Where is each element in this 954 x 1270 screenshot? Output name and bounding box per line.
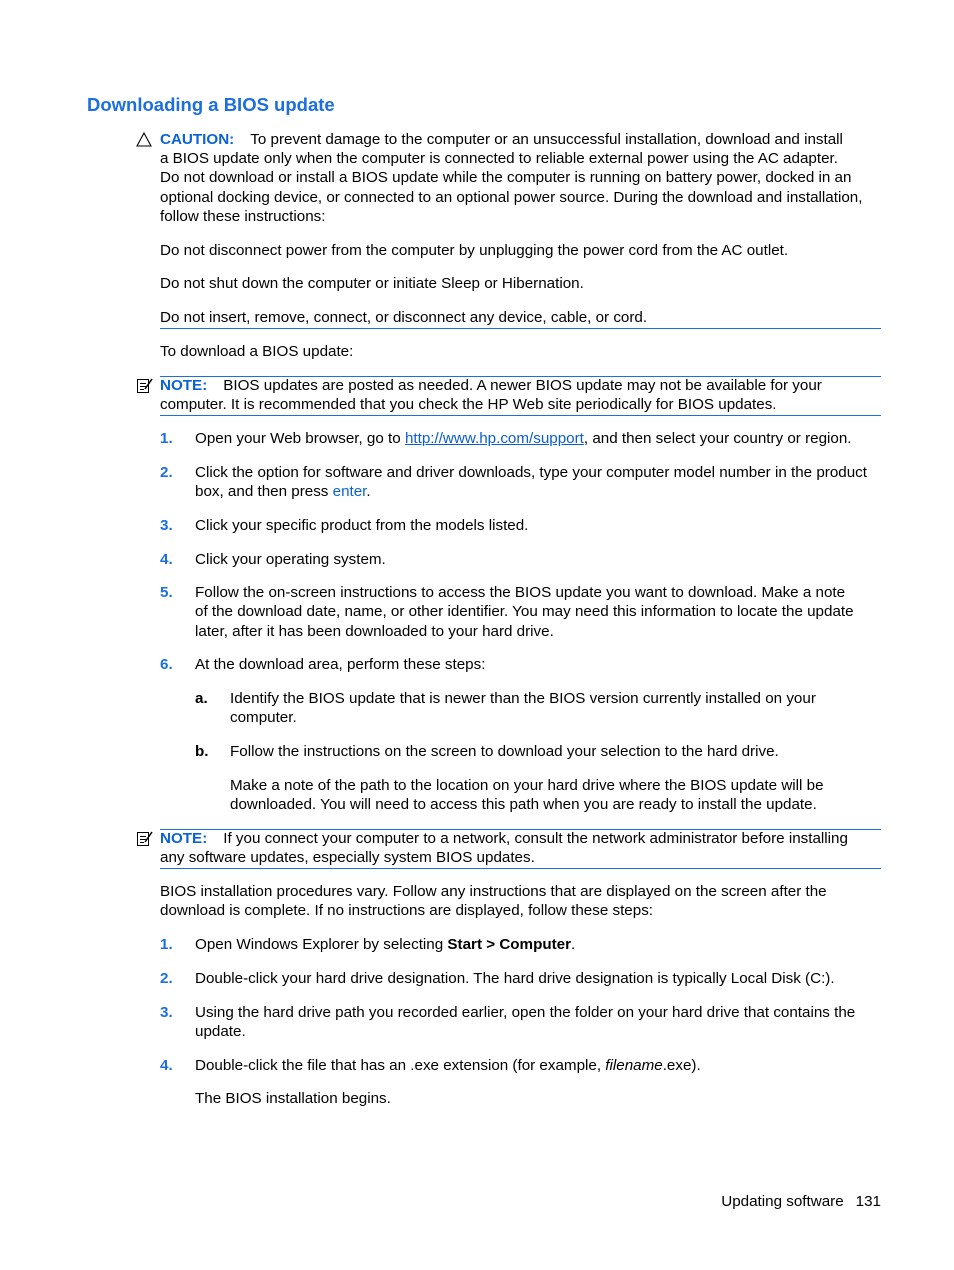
step-text-part: Double-click the file that has an .exe extension (for example, [195,1057,606,1074]
note-icon [136,830,153,847]
install-intro-line: BIOS installation procedures vary. Follow any instructions that are displayed on the screen after the [160,883,827,900]
note-label: NOTE: [160,830,208,847]
caution-icon [136,132,152,147]
step-number: 1. [160,430,173,447]
substep-text: Follow the instructions on the screen to download your selection to the hard drive. [230,743,779,760]
substep-line: computer. [230,709,297,727]
note-second-line: computer. It is recommended that you check the HP Web site periodically for BIOS updates. [160,396,777,413]
step-text-part: Open your Web browser, go to [195,430,405,447]
step-text-part: box, and then press [195,483,333,501]
step-text-part: . [571,936,576,953]
step-text [195,583,895,641]
caution-item: Do not disconnect power from the computer by unplugging the power cord from the AC outlet. [160,242,789,259]
step-line: Follow the on-screen instructions to access the BIOS update you want to download. Make a note [195,584,846,601]
step-line: later, after it has been downloaded to your hard drive. [195,622,554,640]
step-text: At the download area, perform these steps: [195,656,486,673]
page-number: 131 [855,1193,881,1210]
caution-text: To prevent damage to the computer or an unsuccessful installation, download and install [250,131,843,148]
page-footer [721,1192,881,1211]
caution-line: Do not download or install a BIOS update while the computer is running on battery power, docked in an [160,169,852,187]
substep-letter: b. [195,743,209,760]
install-result: The BIOS installation begins. [195,1090,391,1107]
note-label: NOTE: [160,377,208,394]
step-text-part: . [366,483,371,501]
note-first-line [160,376,882,395]
substep-text [230,689,816,728]
step-text: Click your specific product from the models listed. [195,517,529,534]
caution-item: Do not insert, remove, connect, or disconnect any device, cable, or cord. [160,309,648,326]
install-intro [160,882,827,921]
step-text [195,935,575,954]
step-text-part: .exe). [662,1057,701,1074]
substep-letter: a. [195,690,208,707]
note-text: BIOS updates are posted as needed. A newer BIOS update may not be available for your [223,377,822,394]
step-line: of the download date, name, or other identifier. You may need this information to locate the update [195,603,854,621]
step-text [195,1003,855,1042]
step-number: 6. [160,656,173,673]
step-number: 3. [160,517,173,534]
caution-body [160,149,890,226]
step-number: 2. [160,464,173,481]
intro-text: To download a BIOS update: [160,343,354,360]
caution-line: optional docking device, or connected to an optional power source. During the download and installation, [160,188,863,206]
enter-key: enter [332,483,367,501]
step-text: Click your operating system. [195,551,386,568]
install-intro-line: download is complete. If no instructions are displayed, follow these steps: [160,902,654,920]
step-text [195,429,852,448]
substep-note-line: downloaded. You will need to access this path when you are ready to install the update. [230,796,817,814]
step-line: Click the option for software and driver downloads, type your computer model number in the product [195,464,867,481]
caution-line: a BIOS update only when the computer is connected to reliable external power using the AC adapter. [160,150,838,167]
step-text [195,1056,701,1075]
step-text-part: Open Windows Explorer by selecting [195,936,448,953]
substep-note [230,776,824,815]
section-heading: Downloading a BIOS update [87,94,335,115]
step-line: update. [195,1023,246,1041]
hp-support-link[interactable]: http://www.hp.com/support [404,430,584,447]
note-second-line: any software updates, especially system BIOS updates. [160,849,535,866]
note-icon [136,377,153,394]
step-number: 5. [160,584,173,601]
caution-label: CAUTION: [160,131,235,148]
caution-line: follow these instructions: [160,207,326,225]
step-number: 2. [160,970,173,987]
substep-note-line: Make a note of the path to the location on your hard drive where the BIOS update will be [230,777,824,794]
step-number: 1. [160,936,173,953]
filename-placeholder: filename [605,1057,663,1074]
step-text-part: , and then select your country or region. [583,430,852,447]
caution-first-line [160,130,882,149]
note-text: If you connect your computer to a network, consult the network administrator before installing [223,830,848,847]
step-line: Using the hard drive path you recorded earlier, open the folder on your hard drive that contains the [195,1004,856,1021]
step-number: 4. [160,1057,173,1074]
caution-end-rule [160,328,881,329]
substep-line: Identify the BIOS update that is newer than the BIOS version currently installed on your [230,690,816,707]
step-line [195,482,895,501]
step-text: Double-click your hard drive designation. The hard drive designation is typically Local Disk (C:). [195,970,835,987]
step-text [195,463,895,502]
caution-item: Do not shut down the computer or initiate Sleep or Hibernation. [160,275,584,292]
note-first-line [160,829,882,848]
menu-path: Start > Computer [447,936,572,953]
step-number: 3. [160,1004,173,1021]
note-bottom-rule [160,415,881,416]
note-bottom-rule [160,868,881,869]
step-number: 4. [160,551,173,568]
footer-section: Updating software [721,1193,844,1210]
